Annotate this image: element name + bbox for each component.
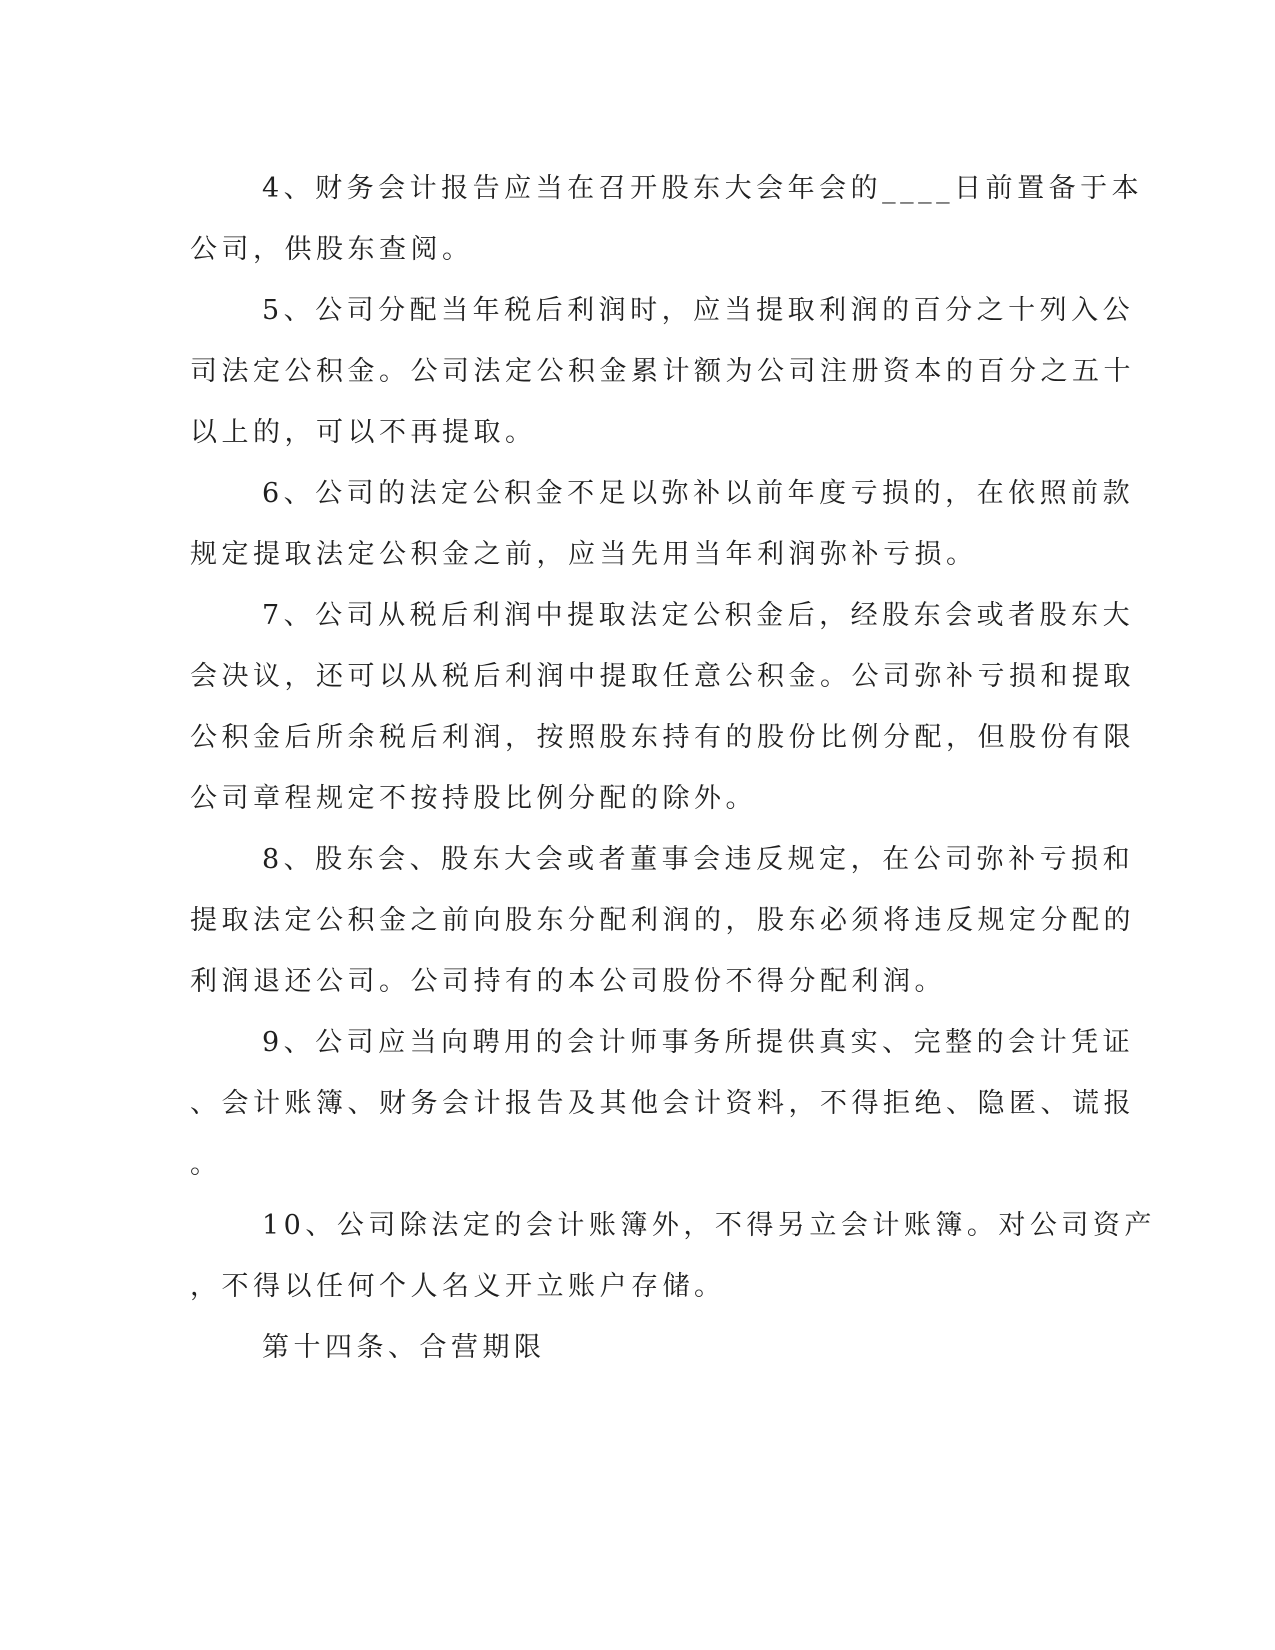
paragraph-7-line-3: 公积金后所余税后利润，按照股东持有的股份比例分配，但股份有限 [190,722,1135,753]
paragraph-9-line-3: 。 [190,1149,222,1180]
paragraph-8-line-1: 8、股东会、股东大会或者董事会违反规定，在公司弥补亏损和 [262,844,1135,875]
section-heading-article-14: 第十四条、合营期限 [262,1332,546,1363]
paragraph-8-line-2: 提取法定公积金之前向股东分配利润的，股东必须将违反规定分配的 [190,905,1135,936]
paragraph-4-line-1: 4、财务会计报告应当在召开股东大会年会的____日前置备于本 [262,173,1144,204]
paragraph-9-line-2: 、会计账簿、财务会计报告及其他会计资料，不得拒绝、隐匿、谎报 [190,1088,1135,1119]
paragraph-5-line-3: 以上的，可以不再提取。 [190,417,537,448]
paragraph-7-line-2: 会决议，还可以从税后利润中提取任意公积金。公司弥补亏损和提取 [190,661,1135,692]
paragraph-6-line-2: 规定提取法定公积金之前，应当先用当年利润弥补亏损。 [190,539,978,570]
paragraph-10-line-2: ，不得以任何个人名义开立账户存储。 [190,1271,726,1302]
document-body [190,158,1156,1378]
paragraph-5-line-2: 司法定公积金。公司法定公积金累计额为公司注册资本的百分之五十 [190,356,1135,387]
paragraph-10-line-1: 10、公司除法定的会计账簿外，不得另立会计账簿。对公司资产 [262,1210,1156,1241]
paragraph-7-line-1: 7、公司从税后利润中提取法定公积金后，经股东会或者股东大 [262,600,1135,631]
paragraph-5-line-1: 5、公司分配当年税后利润时，应当提取利润的百分之十列入公 [262,295,1135,326]
paragraph-4-line-2: 公司，供股东查阅。 [190,234,474,265]
paragraph-7-line-4: 公司章程规定不按持股比例分配的除外。 [190,783,757,814]
paragraph-6-line-1: 6、公司的法定公积金不足以弥补以前年度亏损的，在依照前款 [262,478,1135,509]
paragraph-8-line-3: 利润退还公司。公司持有的本公司股份不得分配利润。 [190,966,946,997]
paragraph-9-line-1: 9、公司应当向聘用的会计师事务所提供真实、完整的会计凭证 [262,1027,1135,1058]
